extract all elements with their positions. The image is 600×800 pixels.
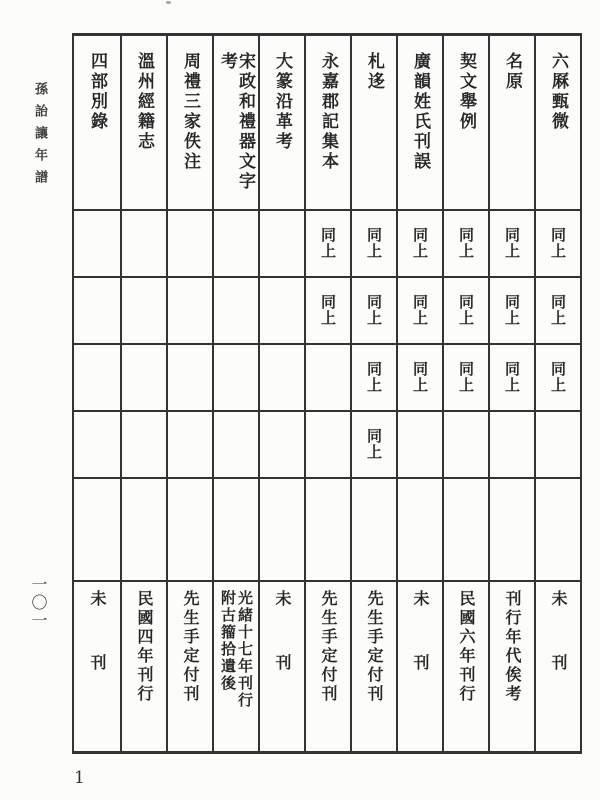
column-title-cell — [122, 36, 166, 209]
table-cell — [214, 343, 258, 410]
table-column — [442, 36, 488, 751]
column-title-cell — [398, 36, 442, 209]
publication-note: 未 刊 — [549, 590, 568, 686]
table-cell — [214, 276, 258, 343]
table-cell — [260, 410, 304, 477]
book-title: 六厤甄微 — [548, 52, 568, 132]
publication-status-cell — [168, 580, 212, 752]
column-title-cell — [260, 36, 304, 209]
same-as-above-mark: 同上 — [319, 293, 337, 326]
table-cell — [490, 276, 534, 343]
table-cell — [352, 343, 396, 410]
table-cell — [398, 410, 442, 477]
table-cell — [214, 209, 258, 276]
publication-note: 未 刊 — [88, 590, 107, 686]
table-cell — [352, 410, 396, 477]
scan-speck — [166, 1, 171, 4]
book-title: 永嘉郡記集本 — [318, 52, 338, 172]
table-cell — [122, 276, 166, 343]
publication-note: 先生手定付刊 — [365, 590, 384, 704]
table-cell — [122, 343, 166, 410]
table-cell — [214, 410, 258, 477]
table-cell — [490, 343, 534, 410]
publication-note: 刊行年代俟考 — [503, 590, 522, 704]
table-cell — [168, 410, 212, 477]
book-title: 名原 — [502, 52, 522, 92]
book-title: 大篆沿革考 — [272, 52, 292, 152]
page-number: 一〇一 — [29, 576, 48, 630]
publication-status-cell — [398, 580, 442, 752]
table-cell — [352, 276, 396, 343]
table-cell — [74, 209, 120, 276]
book-title: 契文舉例 — [456, 52, 476, 132]
bibliography-table — [72, 33, 582, 754]
column-title-cell — [168, 36, 212, 209]
table-cell — [536, 343, 580, 410]
table-column — [212, 36, 258, 751]
publication-status-cell — [122, 580, 166, 752]
same-as-above-mark: 同上 — [503, 293, 521, 326]
same-as-above-mark: 同上 — [457, 293, 475, 326]
table-cell — [444, 209, 488, 276]
table-column — [396, 36, 442, 751]
column-title-cell — [214, 36, 258, 209]
book-title: 廣韻姓氏刊誤 — [410, 52, 430, 172]
same-as-above-mark: 同上 — [365, 293, 383, 326]
publication-note: 民國四年刊行 — [135, 590, 154, 704]
book-title: 周禮三家佚注 — [180, 52, 200, 172]
column-title-cell — [490, 36, 534, 209]
table-cell — [260, 343, 304, 410]
same-as-above-mark: 同上 — [503, 226, 521, 259]
publication-note: 先生手定付刊 — [319, 590, 338, 704]
table-cell — [398, 209, 442, 276]
publication-status-cell — [306, 580, 350, 752]
same-as-above-mark: 同上 — [365, 226, 383, 259]
table-column — [534, 36, 580, 751]
table-column — [166, 36, 212, 751]
publication-status-cell — [352, 580, 396, 752]
table-cell — [398, 276, 442, 343]
table-cell — [168, 209, 212, 276]
book-title: 札迻 — [364, 52, 384, 92]
table-cell — [444, 276, 488, 343]
table-cell — [306, 410, 350, 477]
same-as-above-mark: 同上 — [411, 360, 429, 393]
book-title: 四部別錄 — [87, 52, 107, 132]
table-cell — [168, 343, 212, 410]
publication-note: 未 刊 — [273, 590, 292, 686]
table-cell — [168, 276, 212, 343]
running-title: 孫詒讓年譜 — [32, 82, 47, 192]
column-title-cell — [306, 36, 350, 209]
publication-status-cell — [444, 580, 488, 752]
table-cell — [74, 343, 120, 410]
publication-note: 先生手定付刊 — [181, 590, 200, 704]
table-cell — [122, 410, 166, 477]
same-as-above-mark: 同上 — [549, 360, 567, 393]
table-cell — [352, 209, 396, 276]
publication-note: 光緒十七年刊行 — [236, 590, 254, 709]
table-cell — [306, 209, 350, 276]
table-cell — [122, 209, 166, 276]
table-cell — [74, 410, 120, 477]
same-as-above-mark: 同上 — [411, 293, 429, 326]
same-as-above-mark: 同上 — [457, 360, 475, 393]
publication-status-cell — [214, 580, 258, 752]
book-title: 溫州經籍志 — [134, 52, 154, 152]
table-cell — [74, 276, 120, 343]
table-column — [120, 36, 166, 751]
table-cell — [306, 343, 350, 410]
table-cell — [444, 343, 488, 410]
table-cell — [536, 410, 580, 477]
table-column — [258, 36, 304, 751]
table-cell — [260, 209, 304, 276]
publication-status-cell — [490, 580, 534, 752]
publication-status-cell — [260, 580, 304, 752]
table-cell — [444, 410, 488, 477]
scan-page-marker: 1 — [74, 768, 85, 788]
table-cell — [260, 276, 304, 343]
column-title-cell — [536, 36, 580, 209]
table-column — [350, 36, 396, 751]
same-as-above-mark: 同上 — [503, 360, 521, 393]
same-as-above-mark: 同上 — [549, 293, 567, 326]
table-cell — [306, 276, 350, 343]
publication-note-secondary: 附古籀拾遺後 — [219, 590, 237, 692]
table-column — [74, 36, 120, 751]
column-title-cell — [444, 36, 488, 209]
table-cell — [536, 209, 580, 276]
table-column — [488, 36, 534, 751]
book-title: 宋政和禮器文字考 — [217, 52, 255, 192]
table-cell — [398, 343, 442, 410]
table-column — [304, 36, 350, 751]
same-as-above-mark: 同上 — [365, 360, 383, 393]
column-title-cell — [74, 36, 120, 209]
publication-status-cell — [74, 580, 120, 752]
publication-status-cell — [536, 580, 580, 752]
same-as-above-mark: 同上 — [411, 226, 429, 259]
table-cell — [536, 276, 580, 343]
publication-note: 民國六年刊行 — [457, 590, 476, 704]
same-as-above-mark: 同上 — [319, 226, 337, 259]
same-as-above-mark: 同上 — [365, 427, 383, 460]
table-cell — [490, 410, 534, 477]
same-as-above-mark: 同上 — [549, 226, 567, 259]
publication-note: 未 刊 — [411, 590, 430, 686]
table-cell — [490, 209, 534, 276]
same-as-above-mark: 同上 — [457, 226, 475, 259]
column-title-cell — [352, 36, 396, 209]
